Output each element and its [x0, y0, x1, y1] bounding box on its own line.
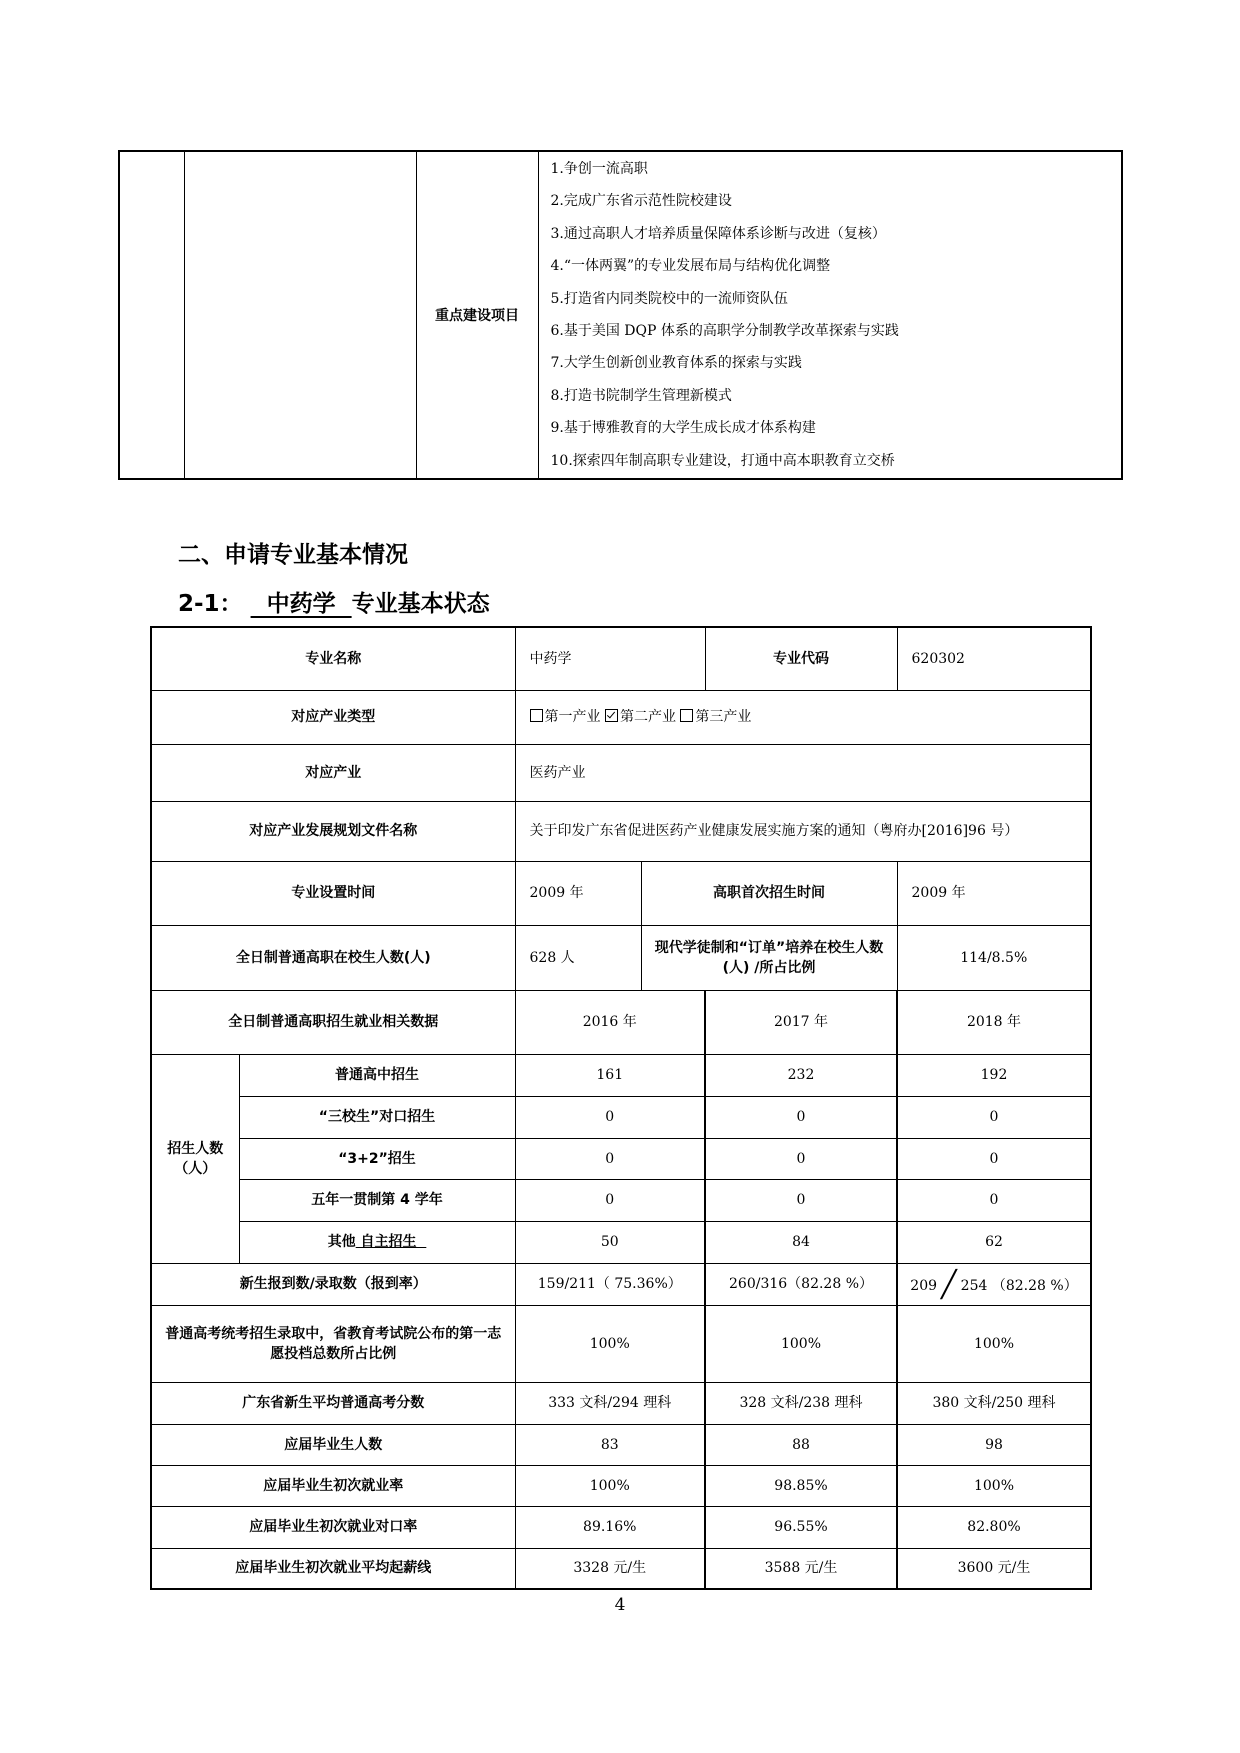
- row-label: 五年一贯制第 4 学年: [239, 1179, 515, 1221]
- list-item: 6.基于美国 DQP 体系的高职学分制教学改革探索与实践: [550, 323, 899, 339]
- cell-value: 333 文科/294 理科: [515, 1382, 705, 1424]
- list-item: 10.探索四年制高职专业建设，打通中高本职教育立交桥: [550, 452, 895, 469]
- industry-type-label: 对应产业类型: [151, 690, 515, 744]
- cell-value: 89.16%: [515, 1506, 705, 1548]
- row-label: 普通高考统考招生录取中，省教育考试院公布的第一志愿投档总数所占比例: [151, 1305, 515, 1382]
- plan-doc-label: 对应产业发展规划文件名称: [151, 801, 515, 861]
- cell-value: 100%: [897, 1305, 1091, 1382]
- cell-value: 0: [705, 1138, 897, 1179]
- cell-value: 100%: [705, 1305, 897, 1382]
- cell-value: 232: [705, 1054, 897, 1096]
- list-item: 4.“一体两翼”的专业发展布局与结构优化调整: [550, 258, 831, 275]
- report-b: 254: [960, 1278, 988, 1294]
- other-fill: 自主招生: [355, 1234, 427, 1250]
- list-item: 9.基于博雅教育的大学生成长成才体系构建: [550, 420, 816, 437]
- cell-value: 100%: [515, 1305, 705, 1382]
- report-2018-cell: [897, 1263, 1091, 1305]
- slash-divider: ╱: [941, 1270, 957, 1300]
- key-projects-label: 重点建设项目: [416, 151, 538, 479]
- row-label: 应届毕业生初次就业率: [151, 1465, 515, 1506]
- cell-value: 161: [515, 1054, 705, 1096]
- row-label: 新生报到数/录取数（报到率）: [151, 1263, 515, 1305]
- list-item: 8.打造书院制学生管理新模式: [550, 387, 732, 404]
- cell-value: 0: [897, 1138, 1091, 1179]
- checkbox-unchecked-icon: [680, 709, 693, 722]
- option-label: 第二产业: [619, 709, 676, 725]
- setup-time-value: 2009 年: [515, 861, 641, 925]
- report-c: （82.28 %）: [991, 1278, 1078, 1294]
- cell-value: 100%: [515, 1465, 705, 1506]
- major-code-value: 620302: [897, 627, 1091, 690]
- list-item: 5.打造省内同类院校中的一流师资队伍: [550, 290, 788, 307]
- cell-value: 328 文科/238 理科: [705, 1382, 897, 1424]
- cell-value: 260/316（82.28 %）: [705, 1263, 897, 1305]
- stats-header-label: 全日制普通高职招生就业相关数据: [151, 990, 515, 1054]
- major-status-table: [150, 626, 1092, 1590]
- key-projects-list: [539, 153, 1122, 477]
- cell-value: 0: [515, 1179, 705, 1221]
- cell-value: 62: [897, 1221, 1091, 1263]
- year-2018: 2018 年: [897, 990, 1091, 1054]
- option-label: 第一产业: [544, 709, 601, 725]
- page-number: 4: [614, 1595, 626, 1615]
- key-projects-list-cell: [538, 151, 1122, 479]
- cell-value: 380 文科/250 理科: [897, 1382, 1091, 1424]
- cell-value: 0: [897, 1096, 1091, 1138]
- cell-value: 0: [515, 1096, 705, 1138]
- year-2016: 2016 年: [515, 990, 705, 1054]
- key-projects-table: [118, 150, 1123, 480]
- apprentice-value: 114/8.5%: [897, 925, 1091, 990]
- row-label: 应届毕业生初次就业对口率: [151, 1506, 515, 1548]
- cell-value: 82.80%: [897, 1506, 1091, 1548]
- cell-value: 98.85%: [705, 1465, 897, 1506]
- row-label: 应届毕业生人数: [151, 1424, 515, 1465]
- row-label: 广东省新生平均普通高考分数: [151, 1382, 515, 1424]
- list-item: 2.完成广东省示范性院校建设: [550, 193, 732, 210]
- industry-type-options: [515, 690, 1091, 744]
- first-enroll-label: 高职首次招生时间: [641, 861, 897, 925]
- cell-value: 3600 元/生: [897, 1548, 1091, 1589]
- plan-doc-value: 关于印发广东省促进医药产业健康发展实施方案的通知（粤府办[2016]96 号）: [515, 801, 1091, 861]
- report-a: 209: [910, 1278, 938, 1294]
- cell-value: 0: [705, 1179, 897, 1221]
- row-label: 应届毕业生初次就业平均起薪线: [151, 1548, 515, 1589]
- sub-heading-prefix: 2-1：: [178, 591, 243, 617]
- cell-value: 98: [897, 1424, 1091, 1465]
- section-heading: 二、申请专业基本情况: [178, 542, 408, 568]
- cell-value: 0: [897, 1179, 1091, 1221]
- cell-value: 3328 元/生: [515, 1548, 705, 1589]
- row-label: 普通高中招生: [239, 1054, 515, 1096]
- students-value: 628 人: [515, 925, 641, 990]
- list-item: 3.通过高职人才培养质量保障体系诊断与改进（复核）: [550, 225, 886, 242]
- enroll-group-label: 招生人数（人）: [151, 1054, 239, 1263]
- row-label: “3+2”招生: [239, 1138, 515, 1179]
- checkbox-unchecked-icon: [530, 709, 543, 722]
- cell-value: 159/211（ 75.36%）: [515, 1263, 705, 1305]
- cell-value: 0: [515, 1138, 705, 1179]
- cell-value: 83: [515, 1424, 705, 1465]
- major-name-value: 中药学: [515, 627, 705, 690]
- first-enroll-value: 2009 年: [897, 861, 1091, 925]
- setup-time-label: 专业设置时间: [151, 861, 515, 925]
- other-label: 其他: [327, 1234, 356, 1250]
- cell-value: 192: [897, 1054, 1091, 1096]
- empty-cell: [119, 151, 184, 479]
- apprentice-label: 现代学徒制和“订单”培养在校生人数(人) /所占比例: [641, 925, 897, 990]
- industry-value: 医药产业: [515, 744, 1091, 801]
- major-name-label: 专业名称: [151, 627, 515, 690]
- year-2017: 2017 年: [705, 990, 897, 1054]
- industry-label: 对应产业: [151, 744, 515, 801]
- row-label-other: [239, 1221, 515, 1263]
- option-label: 第三产业: [695, 709, 752, 725]
- sub-heading: [178, 585, 490, 618]
- cell-value: 88: [705, 1424, 897, 1465]
- cell-value: 84: [705, 1221, 897, 1263]
- cell-value: 96.55%: [705, 1506, 897, 1548]
- checkbox-checked-icon: [605, 709, 618, 722]
- cell-value: 100%: [897, 1465, 1091, 1506]
- list-item: 7.大学生创新创业教育体系的探索与实践: [550, 355, 802, 372]
- cell-value: 3588 元/生: [705, 1548, 897, 1589]
- sub-heading-suffix: 专业基本状态: [351, 591, 490, 617]
- cell-value: 50: [515, 1221, 705, 1263]
- students-label: 全日制普通高职在校生人数(人): [151, 925, 515, 990]
- major-code-label: 专业代码: [705, 627, 897, 690]
- row-label: “三校生”对口招生: [239, 1096, 515, 1138]
- cell-value: 0: [705, 1096, 897, 1138]
- list-item: 1.争创一流高职: [550, 160, 648, 177]
- sub-heading-major: 中药学: [250, 591, 352, 617]
- empty-cell: [184, 151, 416, 479]
